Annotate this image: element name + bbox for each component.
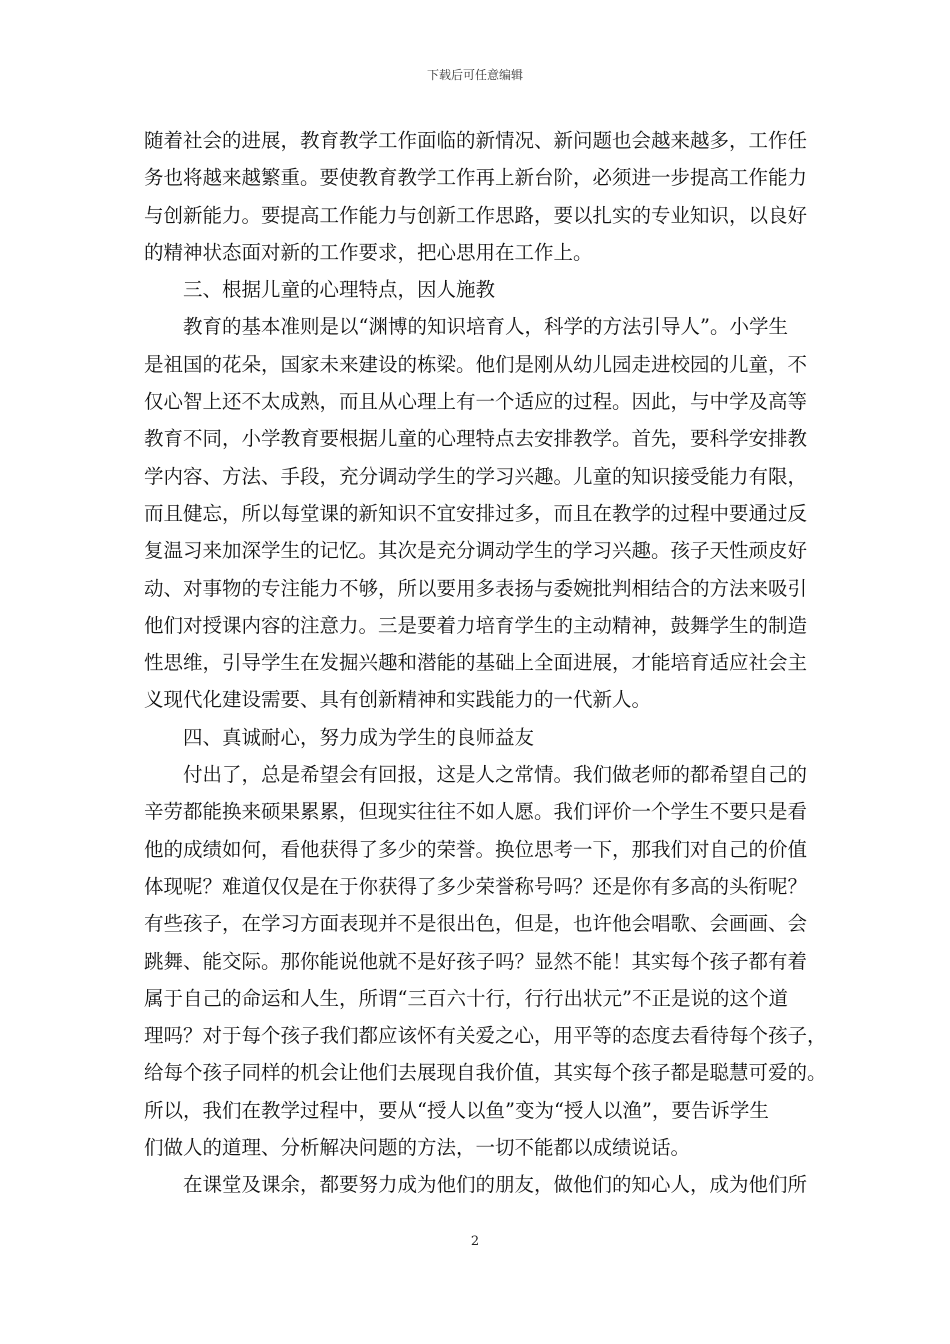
text-line: 是祖国的花朵，国家未来建设的栋梁。他们是刚从幼儿园走进校园的儿童，不 xyxy=(144,352,808,376)
text-line: 教育的基本准则是以“渊博的知识培育人，科学的方法引导人”。小学生 xyxy=(183,315,788,339)
text-line: 复温习来加深学生的记忆。其次是充分调动学生的学习兴趣。孩子天性顽皮好 xyxy=(144,539,808,563)
text-line: 体现呢？难道仅仅是在于你获得了多少荣誉称号吗？还是你有多高的头衔呢？ xyxy=(144,874,808,898)
text-line: 所以，我们在教学过程中，要从“授人以鱼”变为“授人以渔”，要告诉学生 xyxy=(144,1098,769,1122)
text-line: 有些孩子，在学习方面表现并不是很出色，但是，也许他会唱歌、会画画、会 xyxy=(144,912,808,936)
text-line: 给每个孩子同样的机会让他们去展现自我价值，其实每个孩子都是聪慧可爱的。 xyxy=(144,1061,827,1085)
text-line: 义现代化建设需要、具有创新精神和实践能力的一代新人。 xyxy=(144,688,652,712)
text-line: 仅心智上还不太成熟，而且从心理上有一个适应的过程。因此，与中学及高等 xyxy=(144,390,808,414)
text-line: 在课堂及课余，都要努力成为他们的朋友，做他们的知心人，成为他们所 xyxy=(183,1173,808,1197)
text-line: 而且健忘，所以每堂课的新知识不宜安排过多，而且在教学的过程中要通过反 xyxy=(144,501,808,525)
text-line: 跳舞、能交际。那你能说他就不是好孩子吗？显然不能！其实每个孩子都有着 xyxy=(144,949,808,973)
document-body xyxy=(144,122,827,1204)
page-number: 2 xyxy=(470,1234,480,1249)
text-line: 性思维，引导学生在发掘兴趣和潜能的基础上全面进展，才能培育适应社会主 xyxy=(144,651,808,675)
text-line: 们做人的道理、分析解决问题的方法，一切不能都以成绩说话。 xyxy=(144,1136,691,1160)
text-line: 理吗？对于每个孩子我们都应该怀有关爱之心，用平等的态度去看待每个孩子， xyxy=(144,1024,827,1048)
text-line: 务也将越来越繁重。要使教育教学工作再上新台阶，必须进一步提高工作能力 xyxy=(144,166,808,190)
text-line: 随着社会的进展，教育教学工作面临的新情况、新问题也会越来越多，工作任 xyxy=(144,129,808,152)
section-heading: 三、根据儿童的心理特点，因人施教 xyxy=(183,278,496,302)
text-line: 教育不同，小学教育要根据儿童的心理特点去安排教学。首先，要科学安排教 xyxy=(144,427,808,451)
text-line: 属于自己的命运和人生，所谓“三百六十行，行行出状元”不正是说的这个道 xyxy=(144,986,788,1010)
text-line: 的精神状态面对新的工作要求，把心思用在工作上。 xyxy=(144,240,593,264)
text-line: 他的成绩如何，看他获得了多少的荣誉。换位思考一下，那我们对自己的价值 xyxy=(144,837,808,861)
text-line: 辛劳都能换来硕果累累，但现实往往不如人愿。我们评价一个学生不要只是看 xyxy=(144,800,808,824)
page-header: 下载后可任意编辑 xyxy=(426,68,523,82)
text-line: 与创新能力。要提高工作能力与创新工作思路，要以扎实的专业知识，以良好 xyxy=(144,203,808,227)
text-line: 他们对授课内容的注意力。三是要着力培育学生的主动精神，鼓舞学生的制造 xyxy=(144,613,808,637)
text-line: 付出了，总是希望会有回报，这是人之常情。我们做老师的都希望自己的 xyxy=(183,763,808,787)
section-heading: 四、真诚耐心，努力成为学生的良师益友 xyxy=(183,725,535,749)
text-line: 动、对事物的专注能力不够，所以要用多表扬与委婉批判相结合的方法来吸引 xyxy=(144,576,808,600)
text-line: 学内容、方法、手段，充分调动学生的学习兴趣。儿童的知识接受能力有限， xyxy=(144,464,808,488)
